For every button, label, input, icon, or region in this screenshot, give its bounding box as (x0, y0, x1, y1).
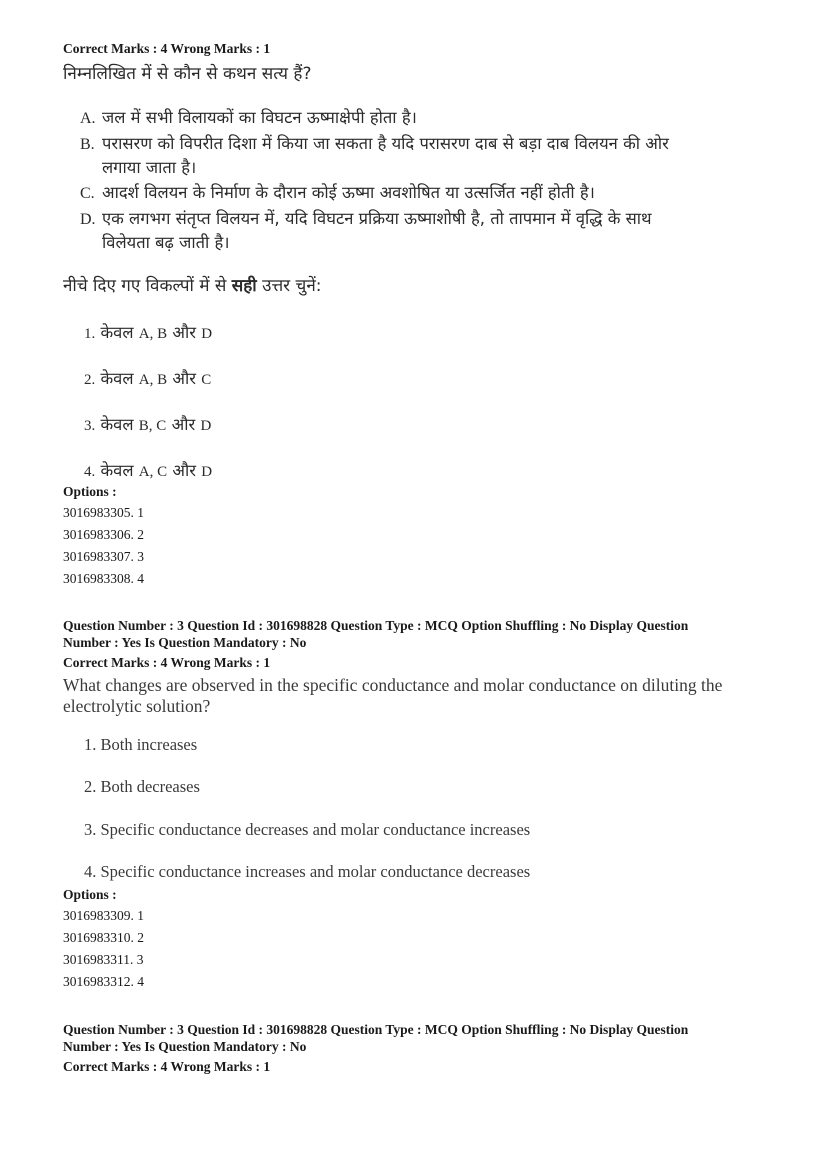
choice-number: 4. (84, 464, 96, 480)
instruction-pre: नीचे दिए गए विकल्पों में से (63, 276, 232, 296)
marks-line: Correct Marks : 4 Wrong Marks : 1 (63, 1059, 271, 1074)
statement-letter: C. (80, 185, 95, 202)
choice-4: 4. Specific conductance increases and molar conductance decreases (84, 862, 531, 881)
choice-number: 3. (84, 418, 96, 434)
choice-letters: B, C (138, 418, 167, 434)
statement-letter: D. (80, 211, 96, 228)
choice-and: और (172, 369, 197, 388)
options-label: Options : (63, 887, 117, 902)
question-header-line2: Number : Yes Is Question Mandatory : No (63, 635, 307, 650)
question-text: What changes are observed in the specific conductance and molar conductance on diluting the electrolytic solution? (63, 675, 723, 716)
choice-number: 1. (84, 326, 96, 342)
choice-and: और (172, 323, 197, 342)
statement-d-continued: विलेयता बढ़ जाती है। (102, 233, 230, 252)
choice-letters: A, B (138, 326, 168, 342)
statement-text: जल में सभी विलायकों का विघटन ऊष्माक्षेपी होता है। (102, 108, 417, 127)
statement-text: आदर्श विलयन के निर्माण के दौरान कोई ऊष्मा अवशोषित या उत्सर्जित नहीं होती है। (102, 183, 595, 202)
choice-hi: केवल (100, 461, 134, 480)
choice-hi: केवल (100, 415, 134, 434)
choice-1: 1. Both increases (84, 735, 198, 754)
option-id: 3016983312. 4 (63, 974, 144, 989)
instruction-post: उत्तर चुनें: (256, 276, 322, 296)
choice-and: और (172, 461, 197, 480)
option-id: 3016983309. 1 (63, 908, 144, 923)
statement-text: एक लगभग संतृप्त विलयन में, यदि विघटन प्रक्रिया ऊष्माशोषी है, तो तापमान में वृद्धि के साथ (102, 209, 652, 228)
option-id: 3016983310. 2 (63, 930, 144, 945)
statement-a (80, 106, 417, 131)
choice-letters: A, B (138, 372, 168, 388)
choice-letter: D (201, 326, 213, 342)
choice-3: 3. Specific conductance decreases and molar conductance increases (84, 820, 531, 839)
choice-number: 2. (84, 372, 96, 388)
choice-2 (84, 366, 211, 389)
marks-line: Correct Marks : 4 Wrong Marks : 1 (63, 41, 271, 56)
choice-letter: C (201, 372, 212, 388)
choice-4 (84, 458, 212, 481)
question-header-line2: Number : Yes Is Question Mandatory : No (63, 1039, 307, 1054)
choice-and: और (171, 415, 196, 434)
instruction-bold: सही (231, 276, 257, 296)
statement-letter: B. (80, 136, 95, 153)
option-id: 3016983306. 2 (63, 527, 144, 542)
choice-letter: D (201, 464, 213, 480)
choice-3 (84, 412, 211, 435)
option-id: 3016983305. 1 (63, 505, 144, 520)
marks-line: Correct Marks : 4 Wrong Marks : 1 (63, 655, 271, 670)
choice-2: 2. Both decreases (84, 777, 200, 796)
statement-b (80, 132, 669, 157)
option-id: 3016983307. 3 (63, 549, 144, 564)
option-id: 3016983308. 4 (63, 571, 144, 586)
instruction-text (63, 275, 322, 298)
statement-text: परासरण को विपरीत दिशा में किया जा सकता है यदि परासरण दाब से बड़ा दाब विलयन की ओर (102, 134, 669, 153)
statement-d (80, 207, 652, 232)
statement-letter: A. (80, 110, 96, 127)
choice-letter: D (200, 418, 212, 434)
choice-letters: A, C (138, 464, 168, 480)
choice-hi: केवल (100, 323, 134, 342)
choice-1 (84, 320, 212, 343)
statement-b-continued: लगाया जाता है। (102, 158, 197, 177)
question-header-line1: Question Number : 3 Question Id : 301698828 Question Type : MCQ Option Shuffling : No Display Question (63, 1022, 689, 1037)
choice-hi: केवल (100, 369, 134, 388)
statement-c (80, 181, 595, 206)
question-text: निम्नलिखित में से कौन से कथन सत्य हैं? (63, 64, 312, 84)
option-id: 3016983311. 3 (63, 952, 144, 967)
options-label: Options : (63, 484, 117, 499)
question-header-line1: Question Number : 3 Question Id : 301698828 Question Type : MCQ Option Shuffling : No Display Question (63, 618, 689, 633)
